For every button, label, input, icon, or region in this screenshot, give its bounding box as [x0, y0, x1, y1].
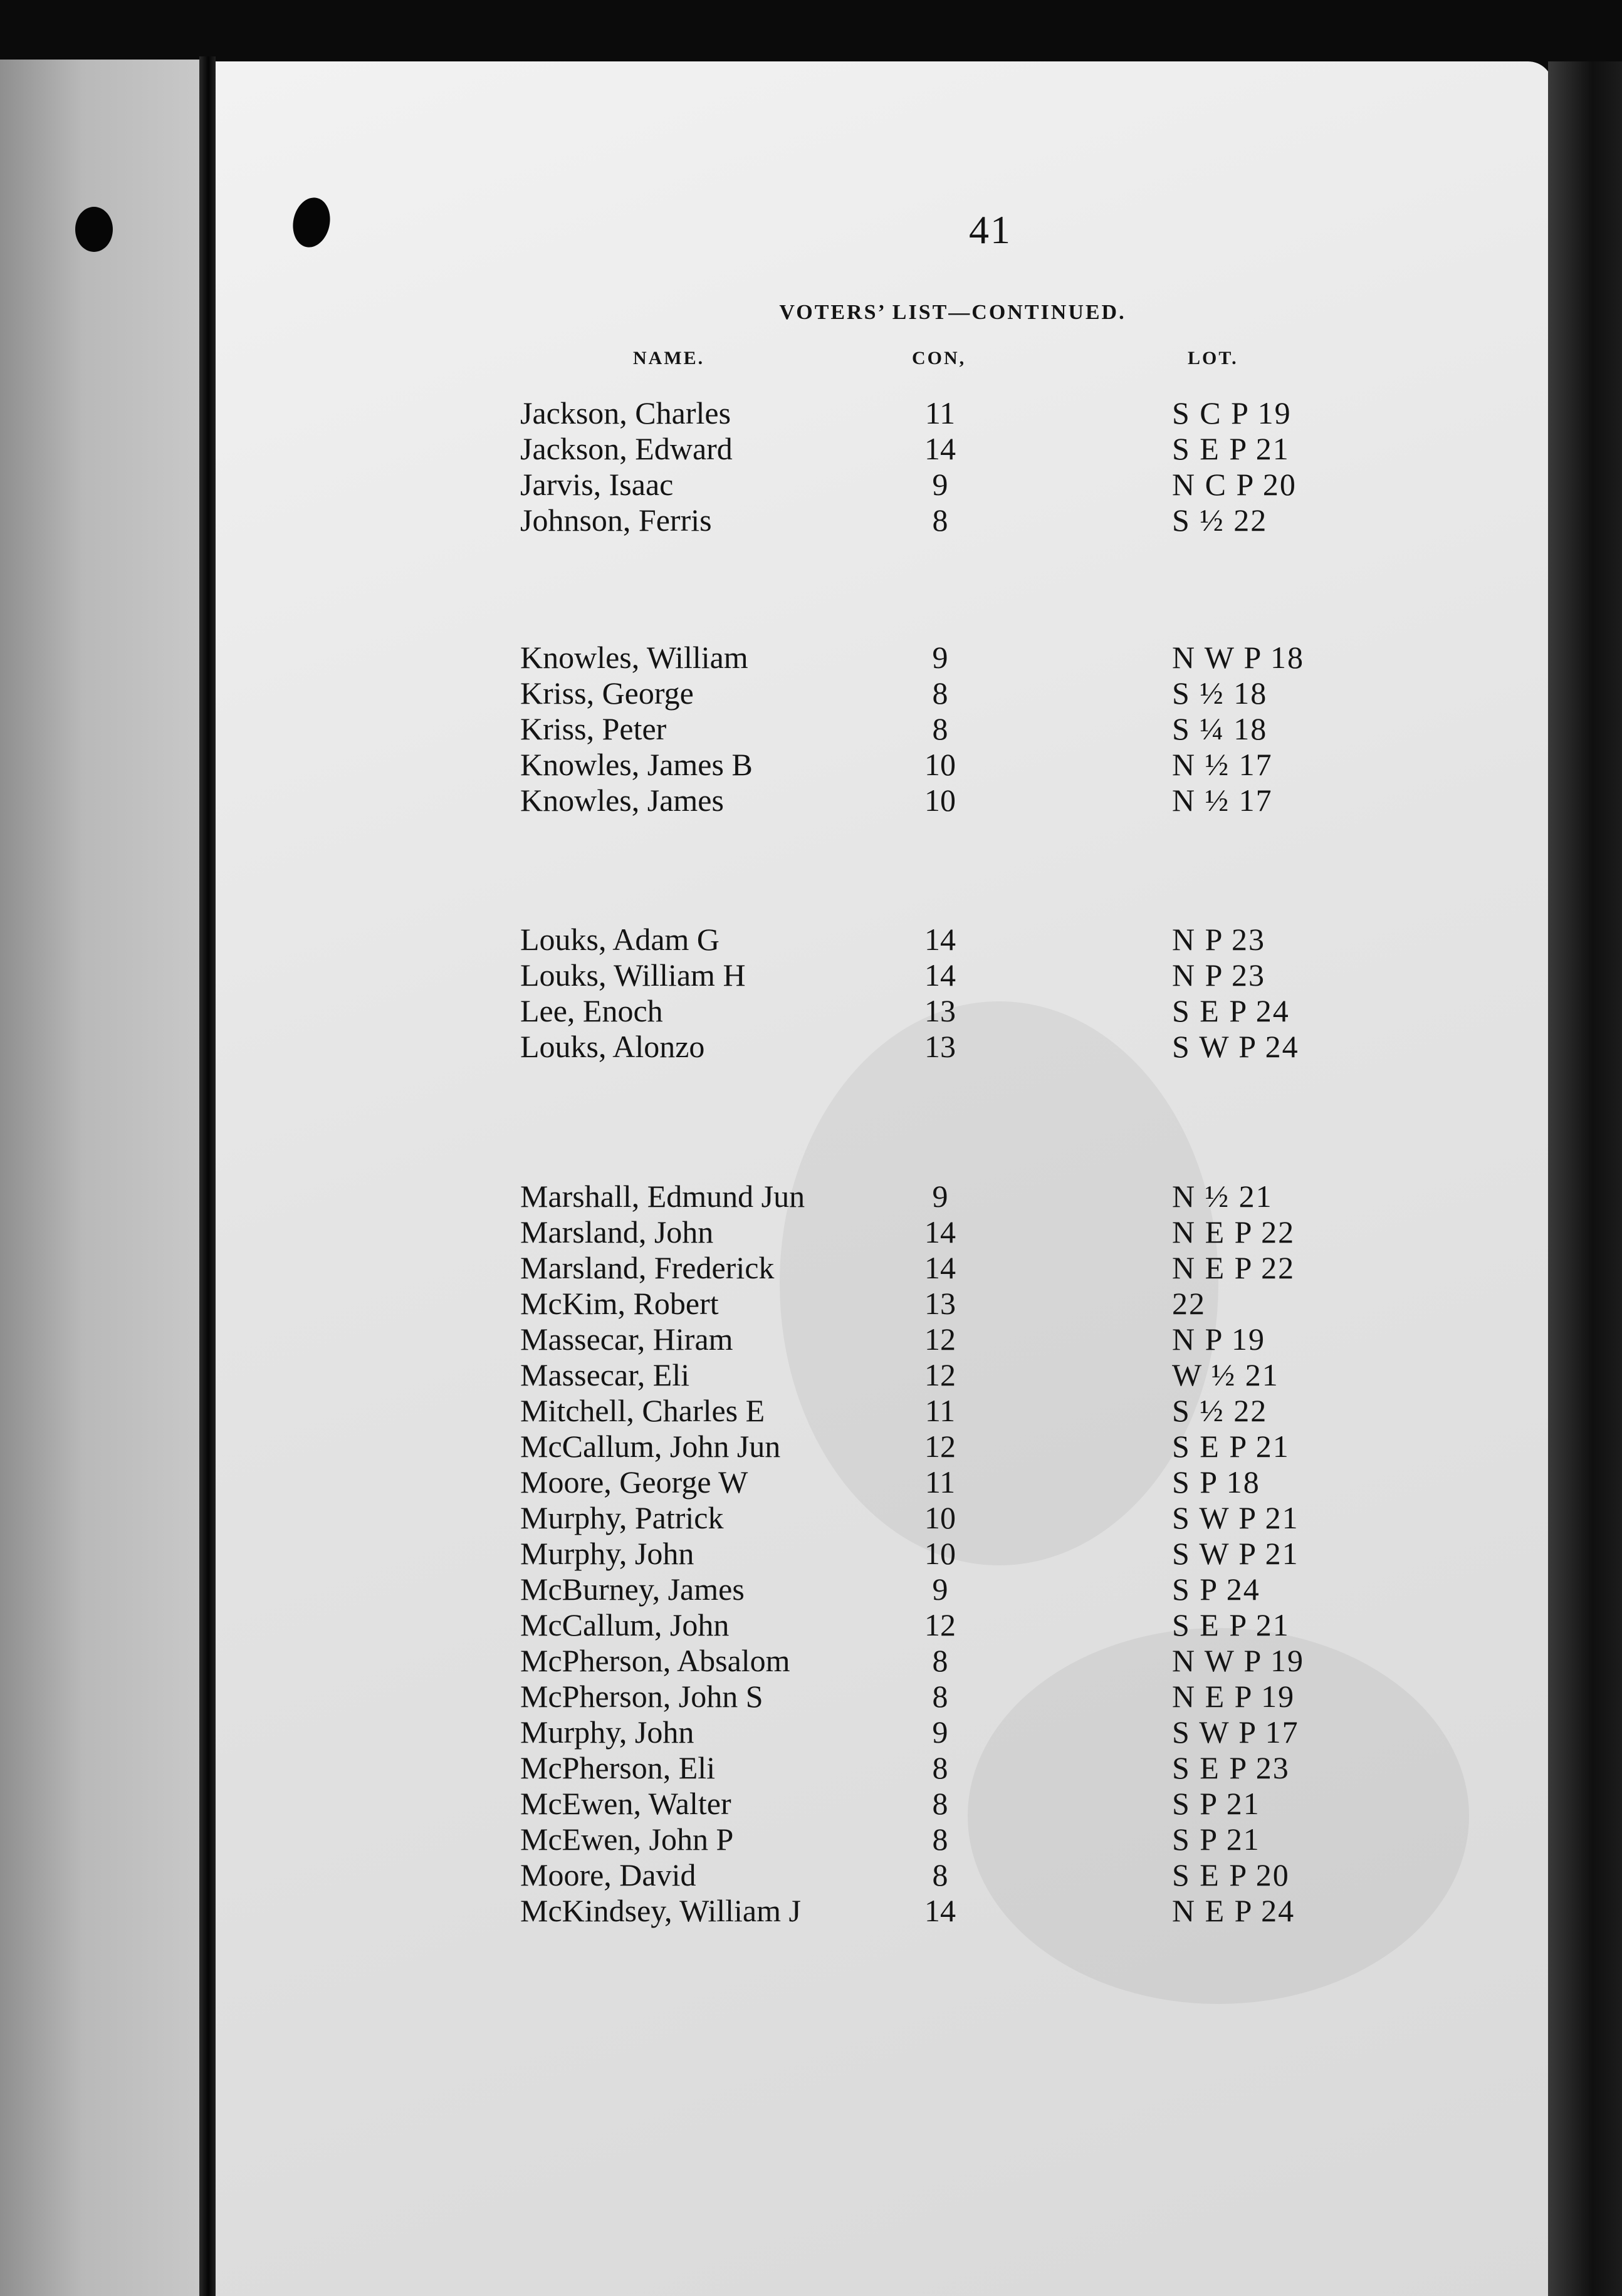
voter-row [0, 1500, 1622, 1536]
voter-concession: 10 [924, 1536, 956, 1571]
voter-row [0, 1642, 1622, 1679]
voter-row [0, 1178, 1622, 1214]
voter-lot: S E P 23 [1172, 1750, 1290, 1785]
voter-lot: N W P 18 [1172, 640, 1304, 675]
voter-lot: N E P 22 [1172, 1250, 1295, 1285]
voter-lot: S P 21 [1172, 1822, 1260, 1857]
voter-concession: 10 [924, 747, 956, 782]
voter-concession: 12 [924, 1429, 956, 1464]
voter-lot: S W P 21 [1172, 1500, 1299, 1535]
voter-concession: 10 [924, 1500, 956, 1535]
voter-concession: 8 [932, 711, 948, 746]
binding-gutter [199, 56, 216, 2296]
voter-concession: 8 [932, 1857, 948, 1892]
voter-name: Marshall, Edmund Jun [520, 1179, 805, 1214]
voter-name: Knowles, James [520, 783, 724, 818]
voter-lot: N P 23 [1172, 958, 1266, 993]
voter-row [0, 1464, 1622, 1500]
voter-row [0, 782, 1622, 818]
voter-name: Louks, Adam G [520, 922, 720, 957]
voter-row [0, 1357, 1622, 1393]
voter-lot: S ½ 18 [1172, 676, 1268, 711]
voter-row [0, 502, 1622, 538]
voter-lot: S E P 21 [1172, 1429, 1290, 1464]
voter-lot: S P 21 [1172, 1786, 1260, 1821]
voter-concession: 9 [932, 640, 948, 675]
voter-name: Moore, George W [520, 1464, 748, 1500]
voter-lot: S P 18 [1172, 1464, 1260, 1500]
voter-lot: S P 24 [1172, 1572, 1260, 1607]
voter-lot: N ½ 17 [1172, 747, 1273, 782]
voter-row [0, 1714, 1622, 1750]
voter-lot: N ½ 17 [1172, 783, 1273, 818]
voter-name: Kriss, Peter [520, 711, 667, 746]
voter-row [0, 746, 1622, 783]
voter-name: Knowles, James B [520, 747, 753, 782]
voter-concession: 9 [932, 1714, 948, 1750]
voter-lot: N W P 19 [1172, 1643, 1304, 1678]
voter-name: McPherson, John S [520, 1679, 763, 1714]
voter-concession: 9 [932, 467, 948, 502]
voter-lot: S ½ 22 [1172, 503, 1268, 538]
voter-name: McPherson, Absalom [520, 1643, 790, 1678]
voter-name: Moore, David [520, 1857, 696, 1892]
column-header-name: NAME. [633, 348, 705, 368]
voter-row [0, 1857, 1622, 1893]
voter-concession: 8 [932, 503, 948, 538]
voter-name: Louks, Alonzo [520, 1029, 705, 1064]
voter-concession: 13 [924, 1029, 956, 1064]
voter-row [0, 1750, 1622, 1786]
voter-name: Massecar, Hiram [520, 1322, 733, 1357]
voter-concession: 8 [932, 1786, 948, 1821]
voter-lot: W ½ 21 [1172, 1357, 1279, 1392]
voter-concession: 8 [932, 1822, 948, 1857]
voter-concession: 12 [924, 1357, 956, 1392]
voter-row [0, 466, 1622, 503]
voter-row [0, 957, 1622, 993]
voter-concession: 11 [924, 395, 956, 430]
voter-lot: N E P 19 [1172, 1679, 1295, 1714]
voter-concession: 14 [924, 958, 956, 993]
voter-lot: S C P 19 [1172, 395, 1292, 430]
voter-concession: 8 [932, 1750, 948, 1785]
voter-lot: S W P 24 [1172, 1029, 1299, 1064]
voter-row [0, 639, 1622, 676]
voter-row [0, 1392, 1622, 1429]
voter-concession: 8 [932, 676, 948, 711]
voter-name: Lee, Enoch [520, 993, 663, 1028]
voter-concession: 12 [924, 1322, 956, 1357]
voter-name: McKindsey, William J [520, 1893, 801, 1928]
voter-name: Jackson, Charles [520, 395, 731, 430]
voter-row [0, 1214, 1622, 1250]
voter-lot: N E P 24 [1172, 1893, 1295, 1928]
voter-name: McBurney, James [520, 1572, 745, 1607]
voter-concession: 14 [924, 1893, 956, 1928]
voter-concession: 14 [924, 1250, 956, 1285]
voter-lot: N C P 20 [1172, 467, 1297, 502]
voter-row [0, 1571, 1622, 1607]
voter-row [0, 711, 1622, 747]
voter-concession: 11 [924, 1393, 956, 1428]
voter-lot: S E P 21 [1172, 431, 1290, 466]
voter-name: Knowles, William [520, 640, 748, 675]
voter-name: Marsland, Frederick [520, 1250, 775, 1285]
voter-lot: S W P 17 [1172, 1714, 1299, 1750]
voter-name: Murphy, John [520, 1714, 694, 1750]
voter-concession: 10 [924, 783, 956, 818]
voter-row [0, 395, 1622, 431]
voter-lot: 22 [1172, 1286, 1206, 1321]
voter-lot: N ½ 21 [1172, 1179, 1273, 1214]
voter-lot: S E P 20 [1172, 1857, 1290, 1892]
voter-name: McEwen, Walter [520, 1786, 731, 1821]
voter-name: Kriss, George [520, 676, 694, 711]
voter-lot: S W P 21 [1172, 1536, 1299, 1571]
voter-concession: 11 [924, 1464, 956, 1500]
voter-row [0, 675, 1622, 711]
voter-name: McKim, Robert [520, 1286, 719, 1321]
voter-name: Murphy, Patrick [520, 1500, 724, 1535]
voter-row [0, 1785, 1622, 1822]
voter-row [0, 1535, 1622, 1572]
voter-name: Mitchell, Charles E [520, 1393, 765, 1428]
voter-concession: 12 [924, 1607, 956, 1642]
voter-name: Marsland, John [520, 1214, 714, 1250]
voter-row [0, 1821, 1622, 1857]
column-header-con: CON, [912, 348, 966, 368]
voter-name: Murphy, John [520, 1536, 694, 1571]
voter-concession: 9 [932, 1572, 948, 1607]
voter-concession: 8 [932, 1679, 948, 1714]
voter-row [0, 1678, 1622, 1714]
voter-name: Johnson, Ferris [520, 503, 712, 538]
voter-row [0, 1428, 1622, 1464]
voter-name: Jarvis, Isaac [520, 467, 674, 502]
voter-lot: S E P 24 [1172, 993, 1290, 1028]
voter-name: Jackson, Edward [520, 431, 733, 466]
voter-name: McCallum, John [520, 1607, 730, 1642]
voter-row [0, 1321, 1622, 1357]
voter-lot: S ½ 22 [1172, 1393, 1268, 1428]
voter-row [0, 1607, 1622, 1643]
voter-row [0, 993, 1622, 1029]
voter-row [0, 1028, 1622, 1065]
voter-concession: 14 [924, 1214, 956, 1250]
voter-lot: S E P 21 [1172, 1607, 1290, 1642]
voter-concession: 9 [932, 1179, 948, 1214]
voter-name: McCallum, John Jun [520, 1429, 781, 1464]
voter-row [0, 1892, 1622, 1929]
page-number: 41 [969, 207, 1012, 252]
voter-name: Massecar, Eli [520, 1357, 690, 1392]
binding-hole-left [75, 207, 113, 252]
voter-concession: 13 [924, 1286, 956, 1321]
voter-name: Louks, William H [520, 958, 746, 993]
voter-lot: N P 23 [1172, 922, 1266, 957]
voter-lot: S ¼ 18 [1172, 711, 1268, 746]
voter-concession: 13 [924, 993, 956, 1028]
voter-row [0, 921, 1622, 958]
list-heading: VOTERS’ LIST—CONTINUED. [779, 301, 1126, 324]
voter-row [0, 430, 1622, 467]
voter-concession: 14 [924, 922, 956, 957]
voter-concession: 14 [924, 431, 956, 466]
voter-name: McEwen, John P [520, 1822, 734, 1857]
column-header-lot: LOT. [1188, 348, 1238, 368]
voter-lot: N P 19 [1172, 1322, 1266, 1357]
voter-lot: N E P 22 [1172, 1214, 1295, 1250]
voter-concession: 8 [932, 1643, 948, 1678]
voter-row [0, 1250, 1622, 1286]
voter-row [0, 1285, 1622, 1322]
voter-name: McPherson, Eli [520, 1750, 716, 1785]
